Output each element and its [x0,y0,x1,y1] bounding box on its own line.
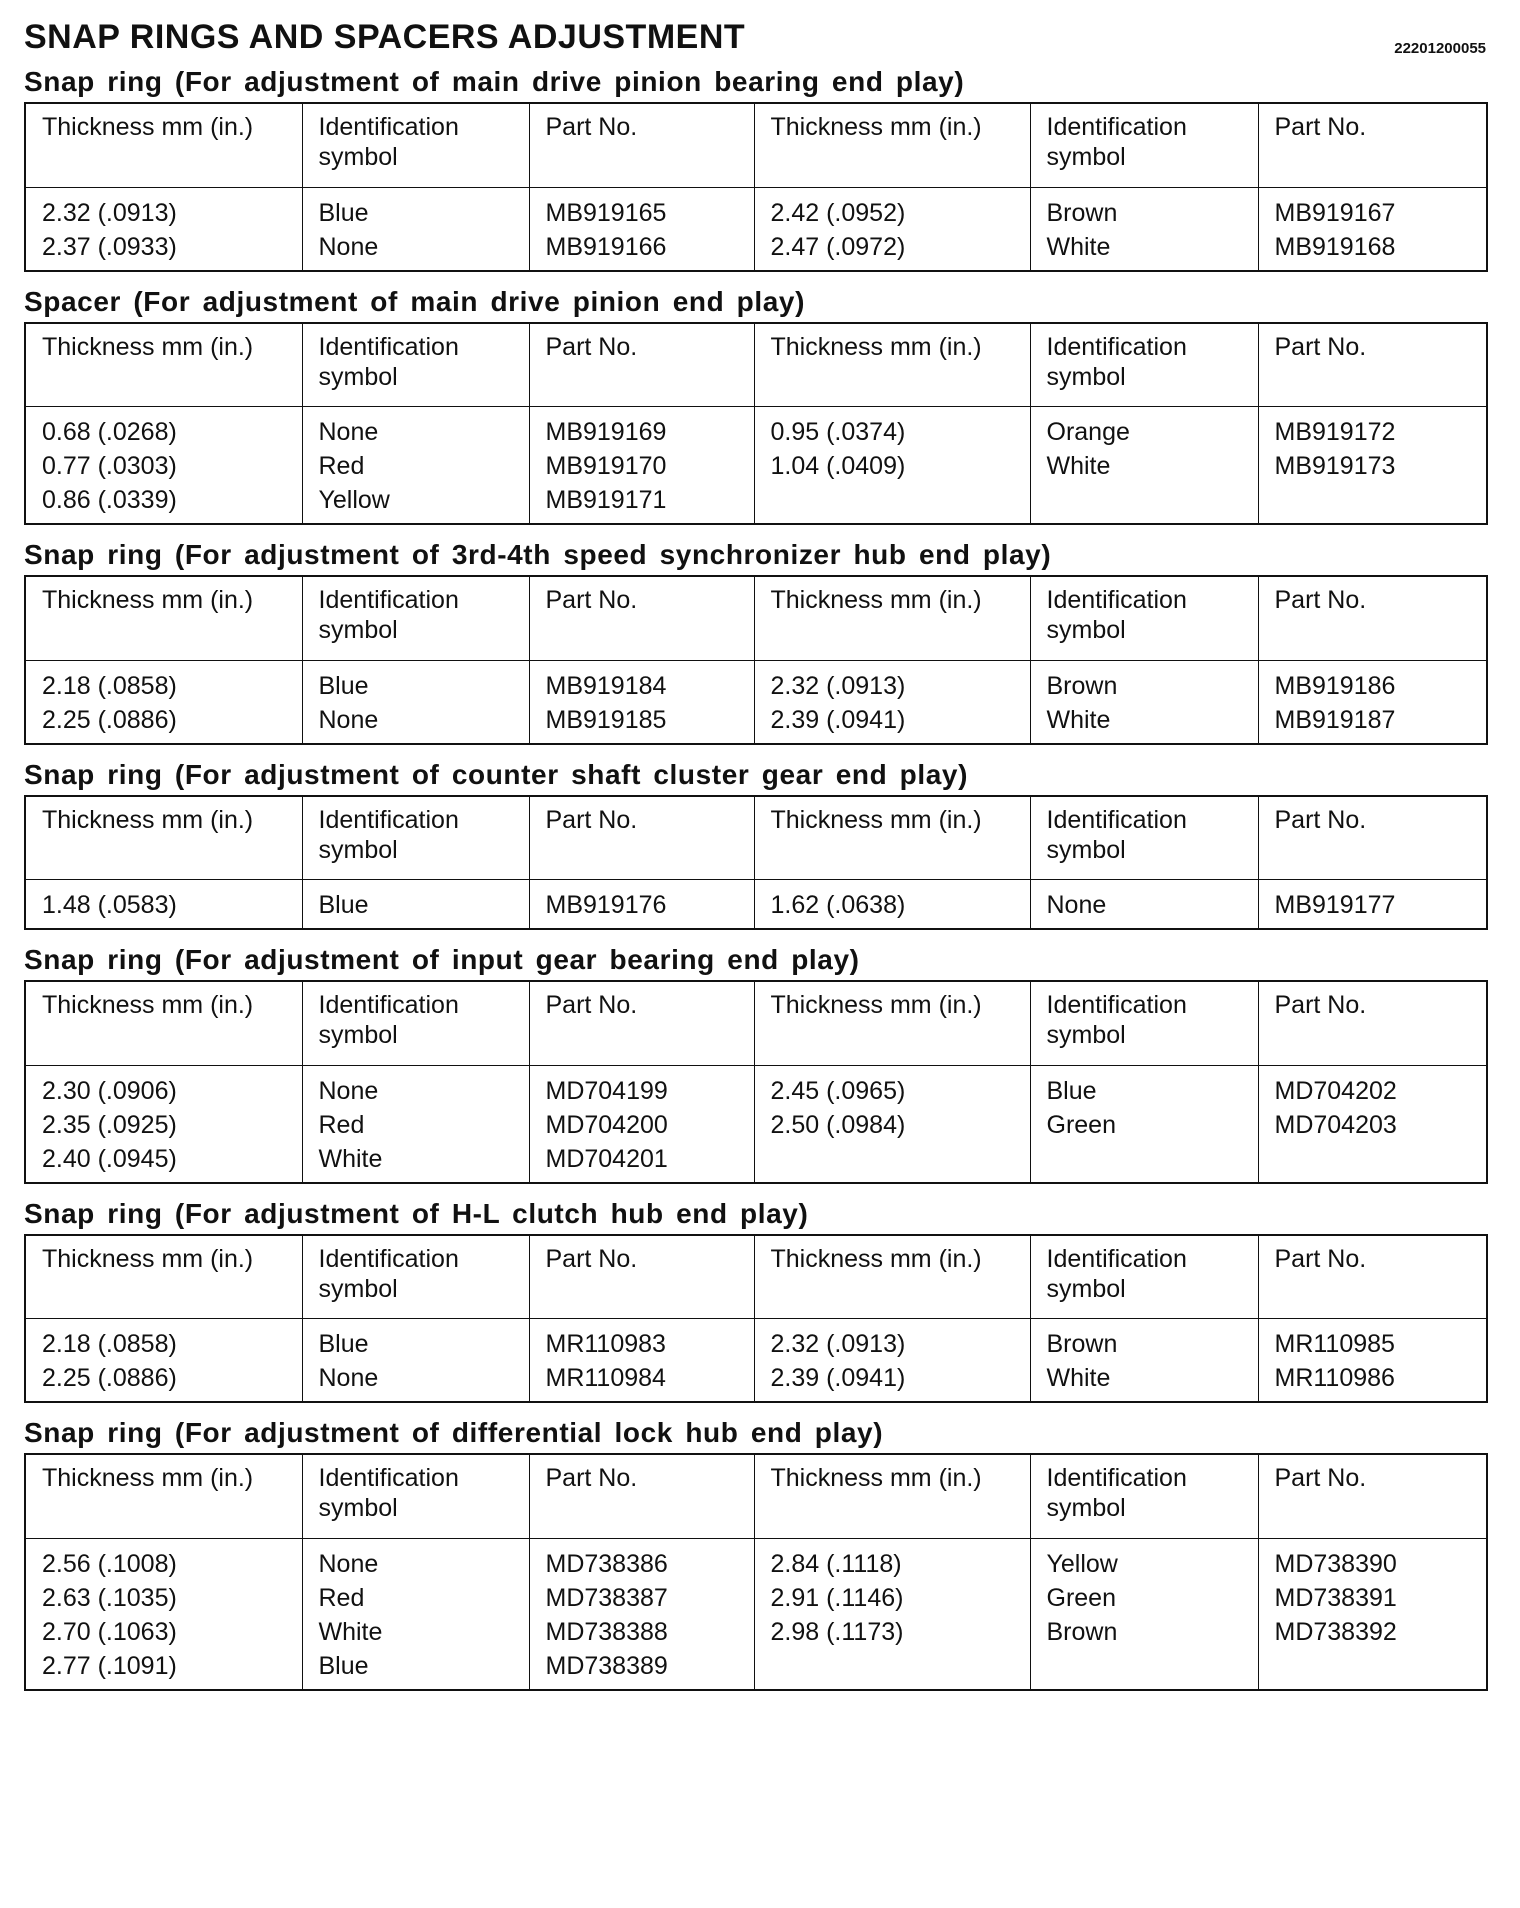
column-header-symbol: Identification symbol [1030,1235,1258,1319]
symbol-value: None [318,1364,379,1392]
part-number-value: MD738389 [545,1651,668,1680]
cell-left-symbol [302,1319,529,1403]
thickness-value: 2.40 (.0945) [42,1144,177,1173]
column-header-symbol: Identification symbol [302,103,529,187]
document-code: 22201200055 [1394,40,1486,57]
cell-right-part-number [1258,660,1487,744]
part-number-value: MB919167 [1274,198,1396,227]
symbol-value: None [318,1549,379,1578]
cell-left-symbol [302,1065,529,1183]
part-number-value: MD738387 [545,1583,668,1612]
cell-right-symbol [1030,1065,1258,1183]
symbol-value: Blue [318,1651,369,1680]
thickness-value: 2.84 (.1118) [770,1549,902,1578]
spec-table [24,575,1488,745]
column-header-part-number: Part No. [529,1235,754,1319]
section-title: Snap ring (For adjustment of main drive pinion bearing end play) [24,66,965,97]
thickness-value: 1.04 (.0409) [770,452,906,480]
sections-container [24,62,1486,1691]
header-row [25,796,1487,880]
document-page [24,14,1486,1701]
thickness-value: 2.18 (.0858) [42,671,177,700]
column-header-thickness: Thickness mm (in.) [25,1454,302,1538]
cell-left-part-number [529,660,754,744]
column-header-symbol: Identification symbol [302,981,529,1065]
part-number-value: MD738386 [545,1549,668,1578]
symbol-value: Brown [1046,198,1118,227]
part-number-value: MR110983 [545,1330,666,1358]
cell-left-thickness [25,1538,302,1690]
column-header-thickness: Thickness mm (in.) [25,1235,302,1319]
cell-right-part-number [1258,1065,1487,1183]
column-header-symbol: Identification symbol [302,796,529,880]
cell-left-symbol [302,407,529,525]
cell-left-symbol [302,880,529,930]
part-number-value: MD738392 [1274,1617,1397,1646]
part-number-value: MB919185 [545,705,667,734]
section-title: Snap ring (For adjustment of input gear bearing end play) [24,944,860,975]
column-header-thickness: Thickness mm (in.) [754,103,1030,187]
cell-left-thickness [25,407,302,525]
thickness-value: 2.63 (.1035) [42,1583,177,1612]
column-header-part-number: Part No. [529,576,754,660]
column-header-part-number: Part No. [1258,1235,1487,1319]
symbol-value: Blue [318,891,369,919]
spec-table [24,1234,1488,1404]
symbol-value: None [318,232,379,261]
header-row [25,1235,1487,1319]
column-header-part-number: Part No. [1258,981,1487,1065]
symbol-value: None [318,418,379,446]
column-header-symbol: Identification symbol [1030,796,1258,880]
column-header-part-number: Part No. [529,103,754,187]
cell-right-thickness [754,1065,1030,1183]
part-number-value: MD704203 [1274,1110,1397,1139]
header-row [25,323,1487,407]
thickness-value: 0.68 (.0268) [42,418,177,446]
thickness-value: 2.77 (.1091) [42,1651,177,1680]
cell-right-symbol [1030,880,1258,930]
part-number-value: MD738391 [1274,1583,1397,1612]
thickness-value: 2.98 (.1173) [770,1617,904,1646]
cell-left-symbol [302,1538,529,1690]
thickness-value: 1.48 (.0583) [42,891,177,919]
symbol-value: None [1046,891,1107,919]
cell-left-part-number [529,407,754,525]
cell-right-part-number [1258,1538,1487,1690]
part-number-value: MB919184 [545,671,667,700]
cell-right-thickness [754,187,1030,271]
spec-table [24,102,1488,272]
symbol-value: White [1046,452,1111,480]
part-number-value: MR110984 [545,1364,666,1392]
thickness-value: 2.25 (.0886) [42,705,177,734]
thickness-value: 2.39 (.0941) [770,705,906,734]
symbol-value: Blue [318,1330,369,1358]
table-row [25,880,1487,930]
column-header-symbol: Identification symbol [1030,103,1258,187]
symbol-value: White [1046,1364,1111,1392]
thickness-value: 2.37 (.0933) [42,232,177,261]
part-number-value: MR110985 [1274,1330,1395,1358]
section-title: Snap ring (For adjustment of 3rd-4th speed synchronizer hub end play) [24,539,1052,570]
cell-right-thickness [754,1538,1030,1690]
cell-left-symbol [302,660,529,744]
column-header-part-number: Part No. [529,796,754,880]
spec-table [24,322,1488,526]
header-row [25,103,1487,187]
part-number-value: MB919187 [1274,705,1396,734]
cell-left-part-number [529,1319,754,1403]
table-row [25,407,1487,525]
symbol-value: Blue [318,198,369,227]
column-header-thickness: Thickness mm (in.) [25,796,302,880]
section-title: Snap ring (For adjustment of H-L clutch hub end play) [24,1197,809,1229]
column-header-symbol: Identification symbol [302,576,529,660]
symbol-value: Brown [1046,671,1118,700]
cell-left-thickness [25,880,302,930]
cell-left-thickness [25,660,302,744]
column-header-part-number: Part No. [1258,103,1487,187]
header-row [25,1454,1487,1538]
symbol-value: White [318,1617,383,1646]
part-number-value: MB919169 [545,418,667,446]
table-row [25,1538,1487,1690]
thickness-value: 0.77 (.0303) [42,452,177,480]
page-header [24,14,1486,62]
cell-right-symbol [1030,407,1258,525]
part-number-value: MB919172 [1274,418,1396,446]
thickness-value: 2.25 (.0886) [42,1364,177,1392]
symbol-value: Green [1046,1583,1116,1612]
thickness-value: 2.32 (.0913) [42,198,177,227]
symbol-value: White [1046,705,1111,734]
part-number-value: MD704202 [1274,1076,1397,1105]
part-number-value: MB919186 [1274,671,1396,700]
column-header-symbol: Identification symbol [1030,981,1258,1065]
thickness-value: 2.32 (.0913) [770,1330,906,1358]
cell-right-symbol [1030,187,1258,271]
section-title: Spacer (For adjustment of main drive pinion end play) [24,285,806,317]
part-number-value: MD738390 [1274,1549,1397,1578]
thickness-value: 0.86 (.0339) [42,486,177,514]
cell-left-part-number [529,1538,754,1690]
thickness-value: 2.18 (.0858) [42,1330,177,1358]
column-header-part-number: Part No. [1258,796,1487,880]
column-header-part-number: Part No. [1258,323,1487,407]
thickness-value: 2.50 (.0984) [770,1110,906,1139]
symbol-value: White [318,1144,383,1173]
symbol-value: Red [318,452,365,480]
section-title: Snap ring (For adjustment of differential lock hub end play) [24,1417,884,1448]
symbol-value: Brown [1046,1617,1118,1646]
column-header-thickness: Thickness mm (in.) [754,1235,1030,1319]
thickness-value: 2.35 (.0925) [42,1110,177,1139]
cell-right-thickness [754,880,1030,930]
thickness-value: 2.32 (.0913) [770,671,906,700]
table-row [25,1319,1487,1403]
thickness-value: 1.62 (.0638) [770,891,906,919]
part-number-value: MD704200 [545,1110,668,1139]
spec-table [24,980,1488,1184]
thickness-value: 0.95 (.0374) [770,418,906,446]
cell-left-thickness [25,1319,302,1403]
cell-right-part-number [1258,407,1487,525]
symbol-value: Brown [1046,1330,1118,1358]
part-number-value: MB919176 [545,891,667,919]
thickness-value: 2.56 (.1008) [42,1549,177,1578]
column-header-symbol: Identification symbol [1030,323,1258,407]
table-row [25,1065,1487,1183]
header-row [25,981,1487,1065]
column-header-symbol: Identification symbol [302,1454,529,1538]
section-title: Snap ring (For adjustment of counter shaft cluster gear end play) [24,758,969,790]
part-number-value: MB919177 [1274,891,1396,919]
cell-left-part-number [529,880,754,930]
column-header-part-number: Part No. [529,981,754,1065]
column-header-part-number: Part No. [529,1454,754,1538]
symbol-value: Yellow [318,486,390,514]
cell-right-thickness [754,660,1030,744]
column-header-thickness: Thickness mm (in.) [25,323,302,407]
column-header-symbol: Identification symbol [1030,1454,1258,1538]
thickness-value: 2.47 (.0972) [770,232,906,261]
column-header-thickness: Thickness mm (in.) [25,103,302,187]
cell-left-symbol [302,187,529,271]
cell-right-part-number [1258,880,1487,930]
cell-right-symbol [1030,660,1258,744]
spec-table [24,795,1488,931]
cell-left-part-number [529,187,754,271]
symbol-value: None [318,1076,379,1105]
symbol-value: Red [318,1110,365,1139]
cell-right-part-number [1258,1319,1487,1403]
thickness-value: 2.39 (.0941) [770,1364,906,1392]
cell-right-symbol [1030,1538,1258,1690]
symbol-value: Green [1046,1110,1116,1139]
column-header-part-number: Part No. [529,323,754,407]
cell-right-part-number [1258,187,1487,271]
column-header-symbol: Identification symbol [302,323,529,407]
header-row [25,576,1487,660]
column-header-part-number: Part No. [1258,576,1487,660]
cell-right-thickness [754,1319,1030,1403]
column-header-symbol: Identification symbol [1030,576,1258,660]
column-header-thickness: Thickness mm (in.) [754,1454,1030,1538]
page-title: SNAP RINGS AND SPACERS ADJUSTMENT [24,18,746,56]
cell-right-thickness [754,407,1030,525]
column-header-thickness: Thickness mm (in.) [754,576,1030,660]
table-row [25,660,1487,744]
part-number-value: MD738388 [545,1617,668,1646]
part-number-value: MB919170 [545,452,667,480]
part-number-value: MB919165 [545,198,667,227]
part-number-value: MD704201 [545,1144,668,1173]
column-header-thickness: Thickness mm (in.) [754,796,1030,880]
column-header-part-number: Part No. [1258,1454,1487,1538]
symbol-value: Blue [1046,1076,1097,1105]
symbol-value: None [318,705,379,734]
thickness-value: 2.45 (.0965) [770,1076,906,1105]
cell-left-part-number [529,1065,754,1183]
cell-left-thickness [25,1065,302,1183]
symbol-value: White [1046,232,1111,261]
thickness-value: 2.42 (.0952) [770,198,906,227]
part-number-value: MB919173 [1274,452,1396,480]
cell-right-symbol [1030,1319,1258,1403]
part-number-value: MB919168 [1274,232,1396,261]
symbol-value: Blue [318,671,369,700]
cell-left-thickness [25,187,302,271]
column-header-thickness: Thickness mm (in.) [25,981,302,1065]
part-number-value: MB919166 [545,232,667,261]
column-header-symbol: Identification symbol [302,1235,529,1319]
symbol-value: Yellow [1046,1549,1118,1578]
symbol-value: Red [318,1583,365,1612]
column-header-thickness: Thickness mm (in.) [754,981,1030,1065]
table-row [25,187,1487,271]
part-number-value: MR110986 [1274,1364,1395,1392]
part-number-value: MD704199 [545,1076,668,1105]
symbol-value: Orange [1046,418,1130,446]
thickness-value: 2.70 (.1063) [42,1617,177,1646]
part-number-value: MB919171 [545,486,667,514]
column-header-thickness: Thickness mm (in.) [754,323,1030,407]
thickness-value: 2.91 (.1146) [770,1583,904,1612]
column-header-thickness: Thickness mm (in.) [25,576,302,660]
spec-table [24,1453,1488,1691]
thickness-value: 2.30 (.0906) [42,1076,177,1105]
